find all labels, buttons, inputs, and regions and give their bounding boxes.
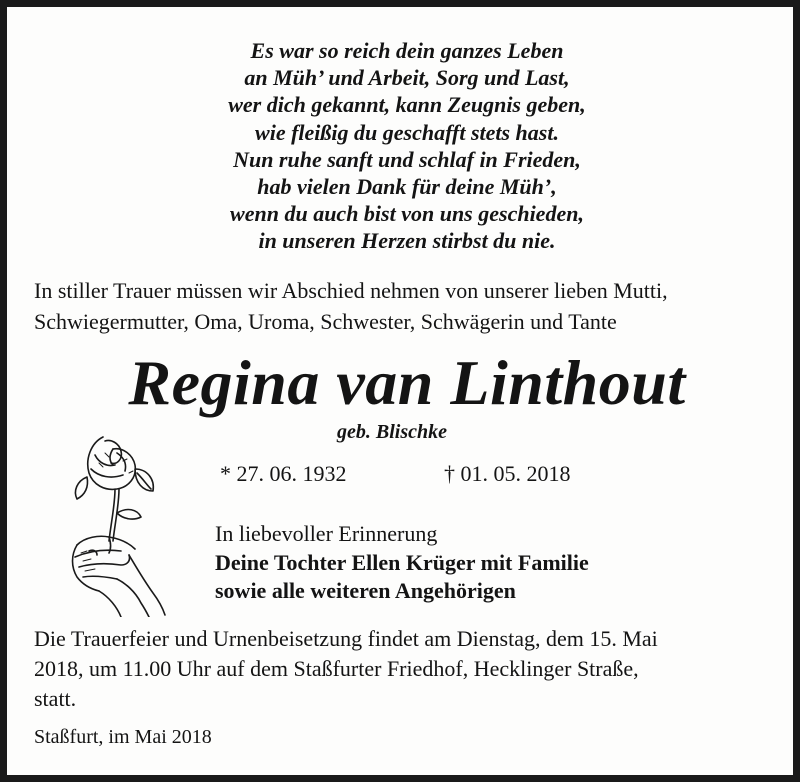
relatives-line: sowie alle weiteren Angehörigen xyxy=(215,578,516,603)
announcement-intro xyxy=(34,275,784,337)
deceased-name: Regina van Linthout xyxy=(128,347,686,418)
poem-line: hab vielen Dank für deine Müh’, xyxy=(257,174,557,200)
funeral-line: Die Trauerfeier und Urnenbeisetzung findet am Dienstag, dem 15. Mai xyxy=(34,626,658,651)
poem-line: Nun ruhe sanft und schlaf in Frieden, xyxy=(233,146,581,172)
mourners-block xyxy=(215,520,589,606)
rose-in-hand-illustration xyxy=(65,433,177,617)
poem-line: wenn du auch bist von uns geschieden, xyxy=(230,201,584,227)
poem-line: Es war so reich dein ganzes Leben xyxy=(250,38,564,63)
birth-date: * 27. 06. 1932 xyxy=(220,461,347,486)
poem-line: in unseren Herzen stirbst du nie. xyxy=(258,228,556,254)
memorial-poem xyxy=(47,37,767,255)
intro-line: Schwiegermutter, Oma, Uroma, Schwester, Schwägerin und Tante xyxy=(34,309,617,334)
funeral-details xyxy=(34,624,784,714)
family-line: Deine Tochter Ellen Krüger mit Familie xyxy=(215,549,589,575)
poem-line: an Müh’ und Arbeit, Sorg und Last, xyxy=(244,65,570,91)
intro-line: In stiller Trauer müssen wir Abschied nehmen von unserer lieben Mutti, xyxy=(34,278,668,303)
funeral-line: 2018, um 11.00 Uhr auf dem Staßfurter Friedhof, Hecklinger Straße, xyxy=(34,656,639,681)
death-date: † 01. 05. 2018 xyxy=(444,461,571,486)
poem-line: wer dich gekannt, kann Zeugnis geben, xyxy=(228,92,586,118)
memorial-line: In liebevoller Erinnerung xyxy=(215,521,438,546)
poem-line: wie fleißig du geschafft stets hast. xyxy=(255,119,559,145)
maiden-name: geb. Blischke xyxy=(337,421,447,443)
funeral-line: statt. xyxy=(34,686,77,711)
place-and-date: Staßfurt, im Mai 2018 xyxy=(34,726,212,748)
